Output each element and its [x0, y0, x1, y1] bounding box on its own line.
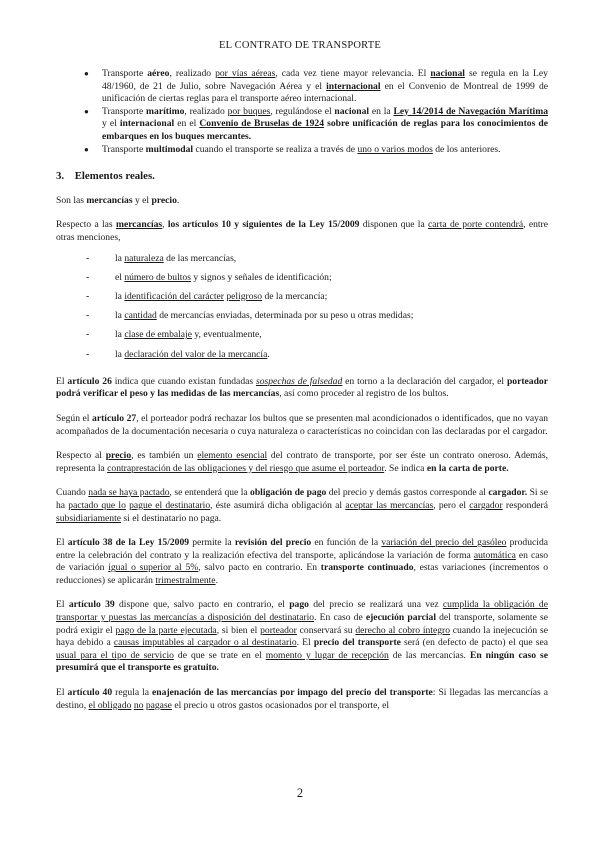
paragraph: [56, 537, 548, 587]
text-run: ,: [162, 219, 168, 231]
text-run: pago: [289, 599, 309, 611]
text-run: en caso de variación: [56, 549, 548, 574]
text-run: el obligado: [88, 699, 132, 711]
text-run: número de bultos: [124, 271, 191, 283]
text-run: sobre unificación de reglas para los conocimientos de embarques en los buques mercantes.: [102, 118, 548, 142]
text-run: porteador podrá verificar el peso y las medidas de las mercancías: [56, 375, 548, 400]
text-run: igual o superior al 5%: [108, 562, 199, 574]
section-heading: [56, 170, 548, 183]
text-run: disponen que la: [359, 219, 429, 231]
text-run: del precio y demás gastos corresponde al: [326, 487, 489, 499]
text-run: nada se haya pactado: [88, 487, 170, 499]
text-run: usual para el tipo de servicio: [56, 649, 174, 661]
text-run: pague el destinatario: [129, 499, 211, 511]
text-run: producida entre la celebración del contrato y la realización efectiva del transporte, aplicándose la variación de forma: [56, 537, 548, 561]
text-run: artículo 40: [67, 687, 113, 699]
text-run: pagase: [145, 699, 172, 711]
bullet-item: [56, 68, 548, 106]
dash-item: [56, 345, 548, 364]
text-run: peligroso: [226, 290, 263, 302]
text-run: cargador: [469, 499, 503, 511]
text-run: cargador.: [488, 487, 528, 499]
text-run: Respecto al: [56, 450, 106, 462]
text-run: del precio se realizará una vez: [308, 599, 443, 611]
text-run: El: [56, 687, 68, 699]
paragraph: [56, 487, 548, 525]
text-run: de que se trate en el: [173, 649, 266, 661]
text-run: y el: [102, 118, 120, 130]
text-run: y, eventualmente,: [191, 329, 262, 341]
text-run: identificación del carácter: [124, 290, 224, 302]
carta-de-porte-list: [56, 249, 548, 364]
text-run: derecho al cobro íntegro: [355, 624, 450, 636]
text-run: indica que cuando existan fundadas: [111, 375, 256, 387]
text-run: : Si llegadas las mercancías a destino,: [56, 687, 548, 711]
text-run: , entre otras menciones,: [56, 219, 549, 243]
text-run: Transporte: [102, 105, 147, 117]
text-run: responderá: [502, 499, 548, 511]
page-body: [56, 68, 548, 724]
text-run: Cuando: [56, 487, 89, 499]
text-run: . Se indica: [384, 462, 427, 474]
text-run: , si bien el: [216, 624, 261, 636]
text-run: clase de embalaje: [124, 329, 192, 341]
text-run: la: [115, 329, 125, 341]
dash-item: [56, 249, 548, 268]
text-run: de las mercancías.: [388, 649, 470, 661]
text-run: declaración del valor de la mercancía: [124, 348, 268, 360]
text-run: revisión del precio: [234, 537, 312, 549]
text-run: causas imputables al cargador o al destinatario: [113, 637, 297, 649]
text-run: , pero el: [433, 499, 470, 511]
dash-item: [56, 287, 548, 306]
text-run: automática: [473, 549, 516, 561]
text-run: aéreo: [147, 68, 170, 79]
text-run: Respecto a las: [56, 219, 116, 231]
text-run: , salvo pacto en contrario. En: [198, 562, 321, 574]
text-run: en el: [174, 118, 200, 130]
text-run: y signos y señales de identificación;: [190, 271, 332, 283]
text-run: , realizado: [184, 105, 228, 117]
text-run: , estas variaciones (incrementos o reducciones) se aplicarán: [56, 562, 549, 586]
text-run: aceptar las mercancías: [345, 499, 434, 511]
text-run: y el: [132, 194, 152, 206]
transport-type-list: [56, 68, 548, 156]
text-run: Convenio de Bruselas de 1924: [199, 118, 325, 130]
text-run: mercancías: [86, 194, 133, 206]
text-run: , regulándose el: [270, 105, 335, 117]
bullet-item: [56, 106, 548, 144]
text-run: carta de porte contendrá: [428, 219, 524, 231]
text-run: enajenación de las mercancías por impago del precio del transporte: [152, 687, 433, 699]
text-run: si el destinatario no paga.: [121, 512, 222, 524]
text-run: , cada vez tiene mayor relevancia. El: [275, 68, 431, 79]
text-run: del contrato de transporte, por ser éste un contrato oneroso. Además, representa la: [56, 450, 548, 474]
page-number: 2: [296, 786, 304, 800]
dash-item: [56, 306, 548, 325]
text-run: , se entenderá que la: [169, 487, 251, 499]
text-run: .: [215, 574, 218, 586]
text-run: pago de la parte ejecutada: [115, 624, 217, 636]
text-run: la: [115, 348, 125, 360]
text-run: transporte continuado: [320, 562, 414, 574]
text-run: contraprestación de las obligaciones y del riesgo que asume el porteador: [107, 462, 385, 474]
text-run: .: [267, 348, 270, 360]
text-run: , así como proceder al registro de los bultos.: [279, 388, 449, 400]
bullet-item: [56, 144, 548, 157]
text-run: Transporte: [102, 68, 148, 79]
text-run: multimodal: [145, 143, 194, 155]
dash-item: [56, 325, 548, 344]
paragraph: [56, 599, 548, 675]
text-run: obligación de pago: [250, 487, 327, 499]
text-run: internacional: [326, 80, 381, 92]
text-run: , realizado: [169, 68, 216, 79]
text-run: marítimo: [146, 105, 185, 117]
text-run: internacional: [119, 118, 175, 130]
text-run: artículo 27: [92, 412, 137, 424]
text-run: de las mercancías,: [163, 252, 237, 264]
text-run: precio: [151, 194, 177, 206]
text-run: ejecución parcial: [365, 612, 436, 624]
text-run: el precio u otros gastos ocasionados por el transporte, el: [171, 699, 390, 711]
text-run: de la mercancía;: [262, 290, 328, 302]
text-run: en función de la: [311, 537, 382, 549]
paragraph: [56, 413, 548, 438]
text-run: En ningún caso se presumirá que el transporte es gratuito.: [56, 649, 548, 674]
text-run: mercancías: [115, 219, 163, 231]
text-run: conservará su: [296, 624, 356, 636]
text-run: dispone que, salvo pacto en contrario, el: [114, 599, 290, 611]
dash-item: [56, 268, 548, 287]
text-run: Si se ha: [56, 487, 548, 511]
text-run: en la: [369, 105, 394, 117]
paragraph: [56, 195, 548, 208]
text-run: cantidad: [124, 310, 157, 322]
text-run: el: [115, 271, 125, 283]
text-run: cuando la inejecución se haya debido a: [56, 624, 548, 649]
text-run: de los anteriores.: [432, 143, 501, 155]
paragraph: [56, 376, 548, 401]
page-header: EL CONTRATO DE TRANSPORTE: [219, 40, 381, 51]
text-run: trimestralmente: [155, 574, 216, 586]
section-number: 3.: [56, 170, 65, 183]
text-run: por buques: [227, 105, 271, 117]
text-run: nacional: [334, 105, 370, 117]
text-run: Según el: [56, 412, 93, 424]
text-run: subsidiariamente: [56, 512, 122, 524]
text-run: los artículos 10 y siguientes de la Ley 15/2009: [167, 219, 360, 231]
text-run: elemento esencial: [197, 450, 268, 462]
text-run: por vías aéreas: [215, 68, 276, 79]
paragraph: [56, 219, 548, 244]
text-run: Transporte: [102, 143, 146, 155]
text-run: . En caso de: [314, 612, 366, 624]
text-run: artículo 26: [67, 375, 112, 387]
paragraph: [56, 687, 548, 712]
text-run: precio del transporte: [313, 637, 401, 649]
text-run: pactado que lo: [68, 499, 126, 511]
text-run: nacional: [430, 68, 465, 79]
text-run: El: [56, 599, 69, 611]
text-run: la: [115, 252, 125, 264]
text-run: .: [176, 194, 180, 206]
text-run: en la carta de porte.: [426, 462, 509, 474]
text-run: momento y lugar de recepción: [265, 649, 389, 661]
text-run: porteador: [260, 624, 297, 636]
text-run: . El: [296, 637, 314, 649]
text-run: regula la: [112, 687, 153, 699]
text-run: precio: [105, 450, 132, 462]
text-run: se regula en la Ley 48/1960, de 21 de Julio, sobre Navegación Aérea y el: [102, 68, 548, 92]
text-run: del transporte, solamente se podrá exigir el: [56, 612, 548, 636]
text-run: El: [56, 537, 68, 549]
text-run: variación del precio del gasóleo: [381, 537, 507, 549]
text-run: será (en defecto de pacto) el que sea: [400, 637, 548, 649]
text-run: uno o varios modos: [357, 143, 433, 155]
text-run: la: [115, 290, 125, 302]
text-run: en el Convenio de Montreal de 1999 de unificación de ciertas reglas para el transporte aéreo internacional.: [102, 80, 548, 105]
text-run: la: [115, 310, 125, 322]
section-title: Elementos reales.: [74, 170, 155, 183]
text-run: no: [133, 699, 144, 711]
text-run: naturaleza: [124, 252, 164, 264]
text-run: , el porteador podrá rechazar los bultos que se presenten mal acondicionados o identificados, que no vayan acompañados de la documentación necesaria o cuya naturaleza o características no coincidan con las declaradas por el cargador.: [56, 412, 548, 437]
text-run: en torno a la declaración del cargador, el: [342, 375, 507, 387]
text-run: artículo 38 de la Ley 15/2009: [67, 537, 190, 549]
text-run: sospechas de falsedad: [256, 375, 343, 387]
text-run: , éste asumirá dicha obligación al: [210, 499, 346, 511]
text-run: El: [56, 375, 68, 387]
paragraph: [56, 450, 548, 475]
text-run: permite la: [189, 537, 235, 549]
text-run: Ley 14/2014 de Navegación Marítima: [393, 105, 548, 117]
text-run: de mercancías enviadas, determinada por su peso u otras medidas;: [156, 310, 414, 322]
text-run: artículo 39: [68, 599, 115, 611]
text-run: Son las: [56, 194, 87, 206]
text-run: , es también un: [131, 450, 198, 462]
text-run: cumplida la obligación de transportar y puestas las mercancías a disposición del destinatario: [56, 599, 548, 624]
text-run: cuando el transporte se realiza a través de: [193, 143, 358, 155]
